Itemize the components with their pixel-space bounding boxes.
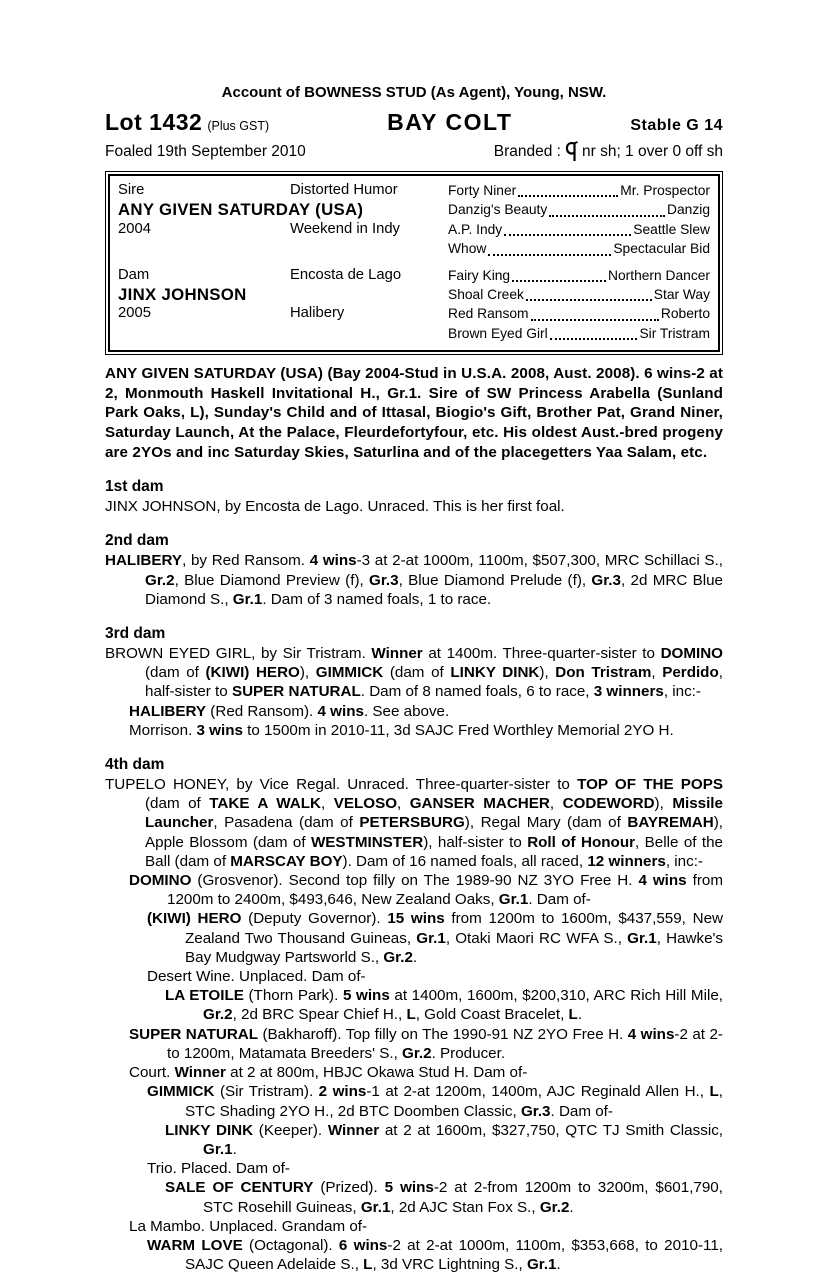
pedigree-entry <box>105 986 723 1024</box>
entry-text: LINKY DINK <box>450 664 540 682</box>
sire-blurb: ANY GIVEN SATURDAY (USA) (Bay 2004-Stud in U.S.A. 2008, Aust. 2008). 6 wins-2 at 2, Monmouth Haskell Invitational H., Gr.1. Sire of SW Princess Arabella (Sunland Park Oaks, L), Sunday's Child and of Ittasal, Biogio's Gift, Brother Pat, Grand Niner, Saturday Launch, At the Palace, Fleurdefortyfour, etc. His oldest Aust.-bred progeny are 2YOs and inc Saturday Skies, Saturlina and of the placegetters Yaa Salam, etc. <box>105 365 723 461</box>
entry-text: DOMINO <box>129 872 192 890</box>
ancestor-pair <box>448 266 710 285</box>
ancestor-name: Seattle Slew <box>633 221 710 237</box>
entry-text: Perdido <box>662 664 719 682</box>
ancestor-name: Danzig's Beauty <box>448 202 548 218</box>
pedigree-entry <box>105 1063 723 1082</box>
dam-sections <box>105 477 723 1274</box>
ancestor-pair <box>448 200 710 219</box>
catalog-page <box>105 84 723 1274</box>
entry-text: (Keeper). <box>253 1121 328 1139</box>
leader-dots <box>550 338 638 340</box>
entry-text: , 2d BRC Spear Chief H., <box>232 1006 407 1024</box>
leader-dots <box>549 215 665 217</box>
entry-text: , 3d VRC Lightning S., <box>372 1256 527 1274</box>
entry-text: , <box>321 795 334 813</box>
entry-text: LINKY DINK <box>165 1121 254 1139</box>
leader-dots <box>526 299 652 301</box>
entry-text: . Dam of 8 named foals, 6 to race, <box>360 683 594 701</box>
pedigree-group <box>118 181 710 259</box>
account-line: Account of BOWNESS STUD (As Agent), Young, NSW. <box>221 84 607 101</box>
entry-text: -3 at 2-at 1000m, 1100m, $507,300, MRC Schillaci S., <box>356 552 723 570</box>
entry-text: Gr.2 <box>383 948 413 966</box>
entry-text: (Red Ransom). <box>206 702 318 720</box>
pedigree-box <box>105 171 723 355</box>
entry-text: GIMMICK <box>315 664 384 682</box>
foaled-date: Foaled 19th September 2010 <box>105 142 306 160</box>
pedigree-row <box>118 285 710 304</box>
section-heading: 2nd dam <box>105 532 169 550</box>
entry-text: DOMINO <box>660 645 723 663</box>
pedigree-entry <box>105 1159 723 1178</box>
ancestor-name: A.P. Indy <box>448 221 503 237</box>
branded-prefix: Branded : <box>493 142 561 160</box>
entry-text: La Mambo. Unplaced. Grandam of- <box>129 1217 368 1235</box>
entry-text: . <box>412 948 418 966</box>
entry-text: Gr.1 <box>498 891 529 909</box>
entry-text: 3 winners <box>593 683 664 701</box>
pedigree-cell <box>290 239 448 258</box>
pedigree-row <box>118 181 710 200</box>
entry-text: CODEWORD <box>562 795 655 813</box>
entry-text: (dam of <box>145 795 210 813</box>
entry-text: (dam of <box>383 664 451 682</box>
entry-text: SUPER NATURAL <box>129 1025 259 1043</box>
ancestor-name: Northern Dancer <box>608 267 710 283</box>
entry-text: L <box>406 1006 416 1024</box>
pedigree-entry <box>105 1082 723 1120</box>
entry-text: Gr.1 <box>232 590 263 608</box>
entry-text: . Producer. <box>431 1044 506 1062</box>
entry-text: , Blue Diamond Preview (f), <box>174 571 370 589</box>
entry-text: . Dam of- <box>550 1102 613 1120</box>
gst-note: (Plus GST) <box>207 119 270 133</box>
entry-text: 4 wins <box>309 552 357 570</box>
ancestor-pair <box>448 324 710 343</box>
leader-dots <box>504 234 631 236</box>
ancestor-name: Shoal Creek <box>448 287 524 303</box>
section-heading: 4th dam <box>105 756 165 774</box>
entry-text: Winner <box>371 645 423 663</box>
pedigree-cell: Distorted Humor <box>290 182 398 198</box>
entry-text: . <box>577 1006 583 1024</box>
entry-text: ), <box>539 664 556 682</box>
entry-text: (KIWI) HERO <box>147 910 242 928</box>
pedigree-cell: 2005 <box>118 305 151 322</box>
entry-text: TAKE A WALK <box>209 795 321 813</box>
entry-text: , Hawke's Bay Mudgway Partsworld S., <box>185 929 724 966</box>
stable-label: Stable G 14 <box>630 117 723 134</box>
entry-text: , half-sister to <box>145 664 723 701</box>
foal-line <box>105 141 723 162</box>
entry-text: Roll of Honour <box>527 833 636 851</box>
ancestor-name: Spectacular Bid <box>613 241 710 257</box>
entry-text: LA ETOILE <box>165 987 244 1005</box>
horse-name: ANY GIVEN SATURDAY (USA) <box>118 200 364 220</box>
section-heading: 3rd dam <box>105 625 166 643</box>
entry-text: . Dam of- <box>528 891 591 909</box>
leader-dots <box>512 280 606 282</box>
ancestor-pair <box>448 304 710 323</box>
entry-text: (Deputy Governor). <box>241 910 388 928</box>
ancestor-pair <box>448 220 710 239</box>
entry-text: . <box>569 1198 574 1216</box>
entry-text: (dam of <box>145 664 206 682</box>
pedigree-row <box>118 239 710 258</box>
pedigree-cell <box>118 239 290 258</box>
entry-text: . Dam of 3 named foals, 1 to race. <box>262 590 492 608</box>
lot-number: Lot 1432 <box>105 109 203 135</box>
entry-text: , Blue Diamond Prelude (f), <box>398 571 592 589</box>
entry-text: 5 wins <box>342 987 390 1005</box>
entry-text: 12 winners <box>587 852 666 870</box>
entry-text: TUPELO HONEY, by Vice Regal. Unraced. Three-quarter-sister to <box>105 776 578 794</box>
leader-dots <box>518 195 618 197</box>
entry-text: , Otaki Maori RC WFA S., <box>445 929 628 947</box>
entry-text: 6 wins <box>338 1236 388 1254</box>
pedigree-entry <box>105 702 723 721</box>
pedigree-entry <box>105 1236 723 1274</box>
pedigree-entry <box>105 775 723 871</box>
entry-text: (Prized). <box>313 1179 385 1197</box>
entry-text: . See above. <box>363 702 450 720</box>
entry-text: , <box>651 664 663 682</box>
entry-text: Missile Launcher <box>145 795 723 832</box>
entry-text: , inc:- <box>665 852 703 870</box>
entry-text: 5 wins <box>384 1179 434 1197</box>
branded-info <box>494 141 723 162</box>
ancestor-name: Brown Eyed Girl <box>448 325 548 341</box>
ancestor-pair <box>448 239 710 258</box>
entry-text: , Gold Coast Bracelet, <box>415 1006 569 1024</box>
entry-text: at 1400m, 1600m, $200,310, ARC Rich Hill Mile, <box>389 987 723 1005</box>
section-heading: 1st dam <box>105 478 164 496</box>
entry-text: ), half-sister to <box>423 833 528 851</box>
ancestor-pair <box>448 181 710 200</box>
entry-text: ), Apple Blossom (dam of <box>145 814 723 851</box>
entry-text: WARM LOVE <box>147 1236 243 1254</box>
entry-text: ), <box>299 664 316 682</box>
entry-text: 4 wins <box>627 1025 675 1043</box>
entry-text: VELOSO <box>333 795 398 813</box>
pedigree-entry <box>105 1178 723 1216</box>
entry-text: (Thorn Park). <box>243 987 343 1005</box>
ancestor-name: Star Way <box>653 287 710 303</box>
pedigree-row <box>118 220 710 239</box>
entry-text: at 1400m. Three-quarter-sister to <box>422 645 661 663</box>
entry-text: GANSER MACHER <box>409 795 550 813</box>
entry-text: , Belle of the Ball (dam of <box>145 833 723 870</box>
leader-dots <box>531 319 659 321</box>
entry-text: PETERSBURG <box>359 814 465 832</box>
pedigree-cell: 2004 <box>118 220 151 237</box>
entry-text: (Grosvenor). Second top filly on The 1989-90 NZ 3YO Free H. <box>191 872 639 890</box>
entry-text: -2 at 2-from 1200m to 3200m, $601,790, STC Rosehill Guineas, <box>203 1179 723 1216</box>
pedigree-entry <box>105 497 723 516</box>
ancestor-name: Forty Niner <box>448 183 517 198</box>
entry-text: SUPER NATURAL <box>231 683 361 701</box>
entry-text: Trio. Placed. Dam of- <box>147 1160 290 1178</box>
ancestor-name: Sir Tristram <box>639 325 710 341</box>
entry-text: Gr.1 <box>526 1256 557 1274</box>
pedigree-entry <box>105 1121 723 1159</box>
pedigree-entry <box>105 1217 723 1236</box>
entry-text: Gr.2 <box>539 1198 570 1216</box>
ancestor-name: Roberto <box>660 306 710 322</box>
entry-text: . <box>232 1140 237 1158</box>
entry-text: BROWN EYED GIRL, by Sir Tristram. <box>105 645 372 663</box>
entry-text: 3 wins <box>196 721 243 739</box>
entry-text: Court. <box>129 1064 175 1082</box>
entry-text: Gr.1 <box>416 929 446 947</box>
entry-text: , STC Shading 2YO H., 2d BTC Doomben Classic, <box>185 1083 723 1120</box>
entry-text: (KIWI) HERO <box>205 664 300 682</box>
entry-text: MARSCAY BOY <box>230 852 343 870</box>
entry-text: L <box>363 1256 373 1274</box>
entry-text: at 2 at 800m, HBJC Okawa Stud H. Dam of- <box>225 1064 528 1082</box>
entry-text: to 1500m in 2010-11, 3d SAJC Fred Worthley Memorial 2YO H. <box>242 721 674 739</box>
entry-text: Gr.3 <box>591 571 621 589</box>
pedigree-entry <box>105 644 723 702</box>
pedigree-cell: Dam <box>118 266 150 283</box>
entry-text: . <box>556 1256 561 1274</box>
pedigree-row <box>118 324 710 343</box>
entry-text: HALIBERY <box>129 702 207 720</box>
entry-text: Gr.3 <box>520 1102 551 1120</box>
entry-text: -2 at 2-at 1000m, 1100m, $353,668, to 2010-11, SAJC Queen Adelaide S., <box>185 1236 724 1274</box>
branded-suffix: nr sh; 1 over 0 off sh <box>581 142 723 160</box>
ancestor-name: Fairy King <box>448 267 511 283</box>
pedigree-entry <box>105 721 723 740</box>
pedigree-entry <box>105 909 723 967</box>
pedigree-row <box>118 200 710 219</box>
entry-text: at 2 at 1600m, $327,750, QTC TJ Smith Classic, <box>379 1121 724 1139</box>
pedigree-entry <box>105 967 723 986</box>
entry-text: Gr.2 <box>203 1006 233 1024</box>
entry-text: GIMMICK <box>147 1083 215 1101</box>
pedigree-row <box>118 304 710 323</box>
horse-name: JINX JOHNSON <box>118 285 247 305</box>
pedigree-cell: Sire <box>118 182 145 198</box>
entry-text: BAYREMAH <box>627 814 714 832</box>
entry-text: ). Dam of 16 named foals, all raced, <box>342 852 588 870</box>
pedigree-cell <box>118 324 290 343</box>
entry-text: TOP OF THE POPS <box>577 776 724 794</box>
ancestor-name: Red Ransom <box>448 306 529 322</box>
entry-text: Gr.1 <box>203 1140 233 1158</box>
pedigree-cell <box>290 324 448 343</box>
pedigree-group <box>118 266 710 344</box>
entry-text: -1 at 2-at 1200m, 1400m, AJC Reginald Allen H., <box>366 1083 710 1101</box>
entry-text: -2 at 2-to 1200m, Matamata Breeders' S., <box>167 1025 723 1062</box>
leader-dots <box>488 254 611 256</box>
entry-text: , 2d AJC Stan Fox S., <box>390 1198 540 1216</box>
entry-text: Gr.1 <box>627 929 657 947</box>
entry-text: Gr.3 <box>369 571 399 589</box>
entry-text: 4 wins <box>638 872 687 890</box>
entry-text: , Pasadena (dam of <box>213 814 360 832</box>
entry-text: Morrison. <box>129 721 197 739</box>
entry-text: , inc:- <box>663 683 701 701</box>
pedigree-entry <box>105 1025 723 1063</box>
pedigree-cell: Halibery <box>290 305 345 322</box>
entry-text: 15 wins <box>387 910 445 928</box>
pedigree-cell: Encosta de Lago <box>290 266 402 283</box>
entry-text: Desert Wine. Unplaced. Dam of- <box>147 968 366 986</box>
ancestor-pair <box>448 285 710 304</box>
entry-text: L <box>568 1006 578 1024</box>
entry-text: Don Tristram <box>555 664 652 682</box>
entry-text: (Bakharoff). Top filly on The 1990-91 NZ 2YO Free H. <box>258 1025 628 1043</box>
pedigree-entry <box>105 871 723 909</box>
ancestor-name: Whow <box>448 241 487 257</box>
entry-text: (Octagonal). <box>242 1236 339 1254</box>
ancestor-name: Danzig <box>667 202 710 218</box>
entry-text: from 1200m to 1600m, $437,559, New Zealand Two Thousand Guineas, <box>185 910 723 947</box>
entry-text: L <box>709 1083 719 1101</box>
entry-text: (Sir Tristram). <box>214 1083 319 1101</box>
entry-text: , <box>397 795 410 813</box>
pedigree-entry <box>105 551 723 609</box>
entry-text: , by Red Ransom. <box>182 552 310 570</box>
entry-text: WESTMINSTER <box>310 833 424 851</box>
entry-text: SALE OF CENTURY <box>165 1179 314 1197</box>
entry-text: ), Regal Mary (dam of <box>464 814 628 832</box>
entry-text: HALIBERY <box>105 552 183 570</box>
entry-text: Winner <box>174 1064 226 1082</box>
entry-text: JINX JOHNSON, by Encosta de Lago. Unraced. This is her first foal. <box>105 498 565 516</box>
pedigree-row <box>118 266 710 285</box>
entry-text: , <box>549 795 563 813</box>
entry-text: , 2d MRC Blue Diamond S., <box>145 571 723 608</box>
entry-text: Gr.1 <box>360 1198 391 1216</box>
entry-text: from 1200m to 2400m, $493,646, New Zealand Oaks, <box>167 872 723 909</box>
entry-text: ), <box>654 795 673 813</box>
page-title: BAY COLT <box>387 109 513 135</box>
pedigree-cell: Weekend in Indy <box>290 220 400 237</box>
ancestor-name: Mr. Prospector <box>620 183 710 198</box>
entry-text: 4 wins <box>317 702 364 720</box>
entry-text: 2 wins <box>318 1083 367 1101</box>
entry-text: Gr.2 <box>402 1044 432 1062</box>
pedigree-table <box>108 174 720 352</box>
entry-text: Winner <box>327 1121 380 1139</box>
brand-symbol-icon <box>565 141 578 162</box>
entry-text: Gr.2 <box>145 571 175 589</box>
lot-line <box>105 109 723 136</box>
